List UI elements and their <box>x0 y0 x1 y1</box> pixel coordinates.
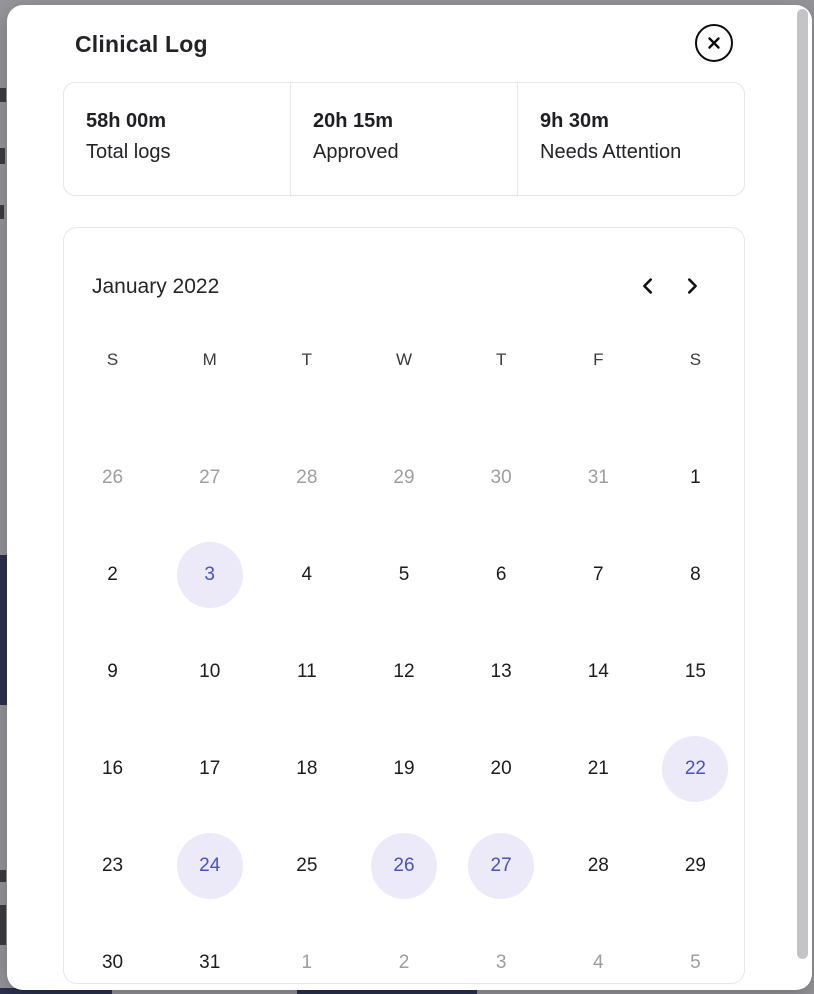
calendar-grid <box>64 429 744 984</box>
next-month-button[interactable] <box>678 273 706 301</box>
calendar-day-number: 6 <box>495 563 507 585</box>
calendar-day[interactable] <box>355 429 452 526</box>
weekday-row <box>64 345 744 375</box>
calendar-day[interactable] <box>647 817 744 914</box>
stat-label: Total logs <box>86 141 171 163</box>
stat-card-approved <box>290 83 517 195</box>
calendar-day-number: 23 <box>101 854 124 876</box>
calendar-day[interactable] <box>550 817 647 914</box>
calendar-day-number: 31 <box>587 466 609 488</box>
calendar-day[interactable] <box>64 429 161 526</box>
calendar-day-number: 2 <box>107 563 118 585</box>
calendar-day-number: 16 <box>101 757 124 779</box>
calendar-day-number: 10 <box>199 660 221 682</box>
calendar-day[interactable] <box>64 623 161 720</box>
calendar-day-number-selected: 26 <box>371 833 437 899</box>
weekday-label: T <box>301 350 313 369</box>
weekday-label: S <box>689 350 702 369</box>
calendar-day[interactable] <box>355 914 452 984</box>
calendar-day[interactable] <box>355 720 452 817</box>
calendar-day-number-selected: 27 <box>468 833 534 899</box>
calendar-day[interactable] <box>453 720 550 817</box>
calendar-day[interactable] <box>258 429 355 526</box>
calendar-day-number: 20 <box>490 757 512 779</box>
calendar-day-number: 19 <box>393 757 415 779</box>
calendar-day[interactable] <box>258 623 355 720</box>
stat-label: Approved <box>313 141 399 163</box>
calendar-day-number: 8 <box>690 563 701 585</box>
stat-card-total-logs <box>64 83 290 195</box>
chevron-right-icon <box>681 275 703 300</box>
modal-scrollbar-thumb[interactable] <box>797 9 808 959</box>
weekday-label: M <box>202 350 217 369</box>
stat-card-needs-attention <box>517 83 744 195</box>
background-page-fragment <box>0 88 6 102</box>
clinical-log-modal <box>7 5 812 990</box>
calendar-day-number: 5 <box>690 951 701 973</box>
calendar-day-number-selected: 22 <box>662 736 728 802</box>
background-page-fragment <box>0 555 7 705</box>
background-page-fragment <box>0 905 6 945</box>
calendar-day-number: 11 <box>296 660 317 682</box>
calendar-day-number: 4 <box>301 563 313 585</box>
chevron-left-icon <box>637 275 659 300</box>
calendar-day[interactable] <box>550 914 647 984</box>
calendar-day-number: 29 <box>684 854 706 876</box>
calendar-day[interactable] <box>161 429 258 526</box>
calendar-day[interactable] <box>355 623 452 720</box>
calendar-day[interactable] <box>161 623 258 720</box>
calendar-day[interactable] <box>161 720 258 817</box>
calendar-day[interactable] <box>355 526 452 623</box>
calendar-day[interactable] <box>647 720 744 817</box>
calendar-day-number: 18 <box>296 757 318 779</box>
calendar-day[interactable] <box>161 817 258 914</box>
stats-summary <box>63 82 745 196</box>
calendar-day[interactable] <box>647 914 744 984</box>
calendar-day-number: 13 <box>490 660 512 682</box>
stat-label: Needs Attention <box>540 141 682 163</box>
calendar-day-number: 4 <box>592 951 604 973</box>
calendar-day-number-selected: 3 <box>177 542 243 608</box>
background-page-fragment <box>0 148 5 164</box>
calendar-day-number: 12 <box>393 660 415 682</box>
weekday-label: T <box>495 350 507 369</box>
calendar-day[interactable] <box>453 623 550 720</box>
calendar-day-number: 14 <box>587 660 609 682</box>
calendar <box>63 227 745 984</box>
calendar-day[interactable] <box>550 526 647 623</box>
weekday-label: F <box>593 350 604 369</box>
calendar-day-number: 28 <box>587 854 609 876</box>
calendar-day[interactable] <box>550 623 647 720</box>
calendar-day[interactable] <box>453 526 550 623</box>
calendar-day-number: 25 <box>296 854 318 876</box>
calendar-day-number: 1 <box>301 951 313 973</box>
calendar-day[interactable] <box>161 526 258 623</box>
calendar-day[interactable] <box>550 429 647 526</box>
calendar-day-number: 5 <box>398 563 410 585</box>
calendar-day[interactable] <box>64 817 161 914</box>
stat-value: 9h 30m <box>540 110 609 132</box>
calendar-day-number: 1 <box>690 466 701 488</box>
calendar-day[interactable] <box>453 817 550 914</box>
calendar-day-number: 26 <box>101 466 124 488</box>
calendar-day-number: 29 <box>393 466 415 488</box>
calendar-header <box>64 228 744 302</box>
close-icon <box>706 35 722 51</box>
calendar-day[interactable] <box>258 817 355 914</box>
calendar-day[interactable] <box>258 526 355 623</box>
calendar-day-number: 7 <box>592 563 604 585</box>
stat-value: 20h 15m <box>313 110 394 132</box>
background-page-fragment <box>0 870 6 882</box>
calendar-day[interactable] <box>64 914 161 984</box>
calendar-day[interactable] <box>258 720 355 817</box>
weekday-label: W <box>395 350 413 369</box>
calendar-day-number-selected: 24 <box>177 833 243 899</box>
calendar-day[interactable] <box>258 914 355 984</box>
calendar-day-number: 2 <box>398 951 410 973</box>
calendar-day[interactable] <box>453 429 550 526</box>
calendar-day-number: 27 <box>199 466 221 488</box>
calendar-day[interactable] <box>453 914 550 984</box>
weekday-label: S <box>106 350 119 369</box>
calendar-day[interactable] <box>647 526 744 623</box>
calendar-day[interactable] <box>647 429 744 526</box>
calendar-day-number: 31 <box>199 951 221 973</box>
calendar-day[interactable] <box>161 914 258 984</box>
calendar-day-number: 21 <box>587 757 609 779</box>
calendar-day[interactable] <box>64 526 161 623</box>
background-page-fragment <box>0 205 4 219</box>
calendar-day[interactable] <box>355 817 452 914</box>
previous-month-button[interactable] <box>634 273 662 301</box>
calendar-day-number: 9 <box>107 660 118 682</box>
page-title: Clinical Log <box>75 31 208 57</box>
calendar-month-label: January 2022 <box>92 275 220 298</box>
calendar-day[interactable] <box>550 720 647 817</box>
calendar-day[interactable] <box>647 623 744 720</box>
close-button[interactable] <box>695 24 733 62</box>
calendar-day-number: 3 <box>495 951 507 973</box>
calendar-day[interactable] <box>64 720 161 817</box>
calendar-day-number: 30 <box>101 951 124 973</box>
calendar-day-number: 15 <box>684 660 706 682</box>
calendar-day-number: 28 <box>296 466 318 488</box>
calendar-day-number: 17 <box>199 757 221 779</box>
calendar-day-number: 30 <box>490 466 512 488</box>
stat-value: 58h 00m <box>86 110 167 132</box>
